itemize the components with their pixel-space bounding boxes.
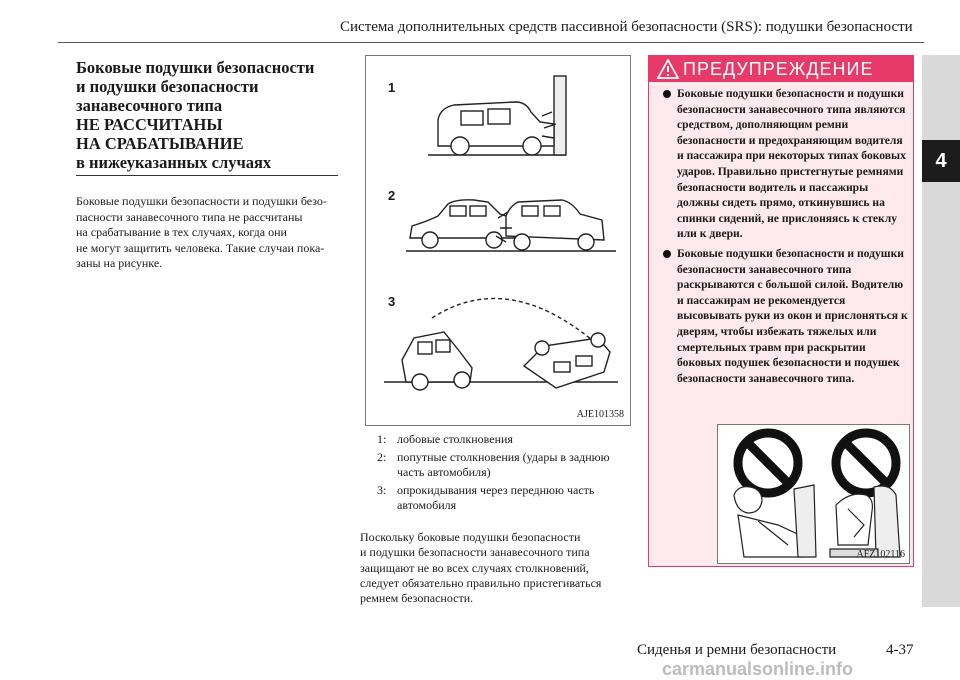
bullet-icon: [663, 250, 671, 258]
section-title-line: НЕ РАССЧИТАНЫ: [76, 115, 223, 134]
note-line: ремнем безопасности.: [360, 591, 474, 606]
prohibition-illustration: [718, 425, 909, 563]
page-number: 4-37: [886, 642, 914, 658]
collision-figure: [365, 55, 631, 426]
intro-paragraph: [76, 194, 338, 272]
intro-line: Боковые подушки безопасности и подушки безо-: [76, 194, 327, 208]
bullet-icon: [663, 90, 671, 98]
warning-figure-code: AFZ102116: [856, 549, 905, 560]
caption-item: [377, 432, 631, 447]
caption-item: [377, 450, 631, 480]
chapter-tab[interactable]: 4: [922, 140, 960, 182]
collision-illustration: [366, 56, 630, 406]
warning-item: [663, 246, 908, 386]
note-paragraph: [360, 530, 632, 606]
figure-captions: [377, 432, 631, 516]
intro-line: заны на рисунке.: [76, 256, 163, 270]
figure-label-2: 2: [388, 188, 396, 203]
warning-list: [663, 86, 908, 390]
section-title: [76, 58, 336, 172]
chapter-sidebar: [922, 55, 960, 607]
caption-number: 1:: [377, 432, 387, 446]
section-title-line: Боковые подушки безопасности: [76, 58, 315, 77]
prohibition-sign-icon: [836, 433, 896, 493]
caption-text: попутные столкновения (удары в заднюю часть автомобиля): [397, 450, 610, 479]
intro-line: пасности занавесочного типа не рассчитаны: [76, 209, 303, 224]
caption-number: 2:: [377, 450, 387, 464]
prohibition-sign-icon: [738, 433, 798, 493]
warning-header: [649, 56, 913, 82]
section-title-line: занавесочного типа: [76, 96, 223, 115]
note-line: следует обязательно правильно пристегиваться: [360, 575, 602, 590]
warning-triangle-icon: [657, 59, 679, 79]
note-line: Поскольку боковые подушки безопасности: [360, 530, 581, 544]
running-header: Система дополнительных средств пассивной безопасности (SRS): подушки безопасности: [340, 19, 913, 35]
footer-section-name: Сиденья и ремни безопасности: [637, 642, 837, 658]
section-title-line: и подушки безопасности: [76, 77, 259, 96]
title-rule: [76, 175, 338, 176]
caption-text: лобовые столкновения: [397, 432, 513, 446]
caption-text: опрокидывания через переднюю часть автомобиля: [397, 483, 595, 512]
section-title-line: НА СРАБАТЫВАНИЕ: [76, 134, 244, 153]
figure-code: AJE101358: [576, 409, 624, 420]
intro-line: на срабатывание в тех случаях, когда они: [76, 225, 287, 239]
figure-label-1: 1: [388, 80, 396, 95]
note-line: и подушки безопасности занавесочного типа: [360, 545, 590, 560]
warning-heading: ПРЕДУПРЕЖДЕНИЕ: [683, 59, 874, 79]
warning-box: [648, 55, 914, 567]
warning-item-text: Боковые подушки безопасности и подушки безопасности занавесочного типа являются средством, дополняющим ремни безопасности и предохраняющим водителя и пассажира при некоторых типах боковых ударов. Правильно пристегнутые ремнями безопасности водитель и пассажиры должны сидеть прямо, откинувшись на спинки сидений, не прислоняясь к стеклу или к двери.: [677, 87, 906, 241]
warning-item: [663, 86, 908, 242]
intro-line: не могут защитить человека. Такие случаи пока-: [76, 240, 325, 255]
caption-item: [377, 483, 631, 513]
note-line: защищают не во всех случаях столкновений,: [360, 560, 589, 575]
caption-number: 3:: [377, 483, 387, 497]
header-rule: [58, 42, 924, 43]
watermark: carmanualsonline.info: [662, 659, 854, 679]
warning-item-text: Боковые подушки безопасности и подушки безопасности занавесочного типа раскрываются с большой силой. Водителю и пассажирам не рекомендуется высовывать руки из окон и прислоняться к дверям, чтобы избежать тяжелых или смертельных травм при раскрытии боковых подушек безопасности и подушек безопасности занавесочного типа.: [677, 246, 908, 385]
section-title-line: в нижеуказанных случаях: [76, 153, 272, 172]
warning-figure: [717, 424, 910, 564]
figure-label-3: 3: [388, 294, 396, 309]
